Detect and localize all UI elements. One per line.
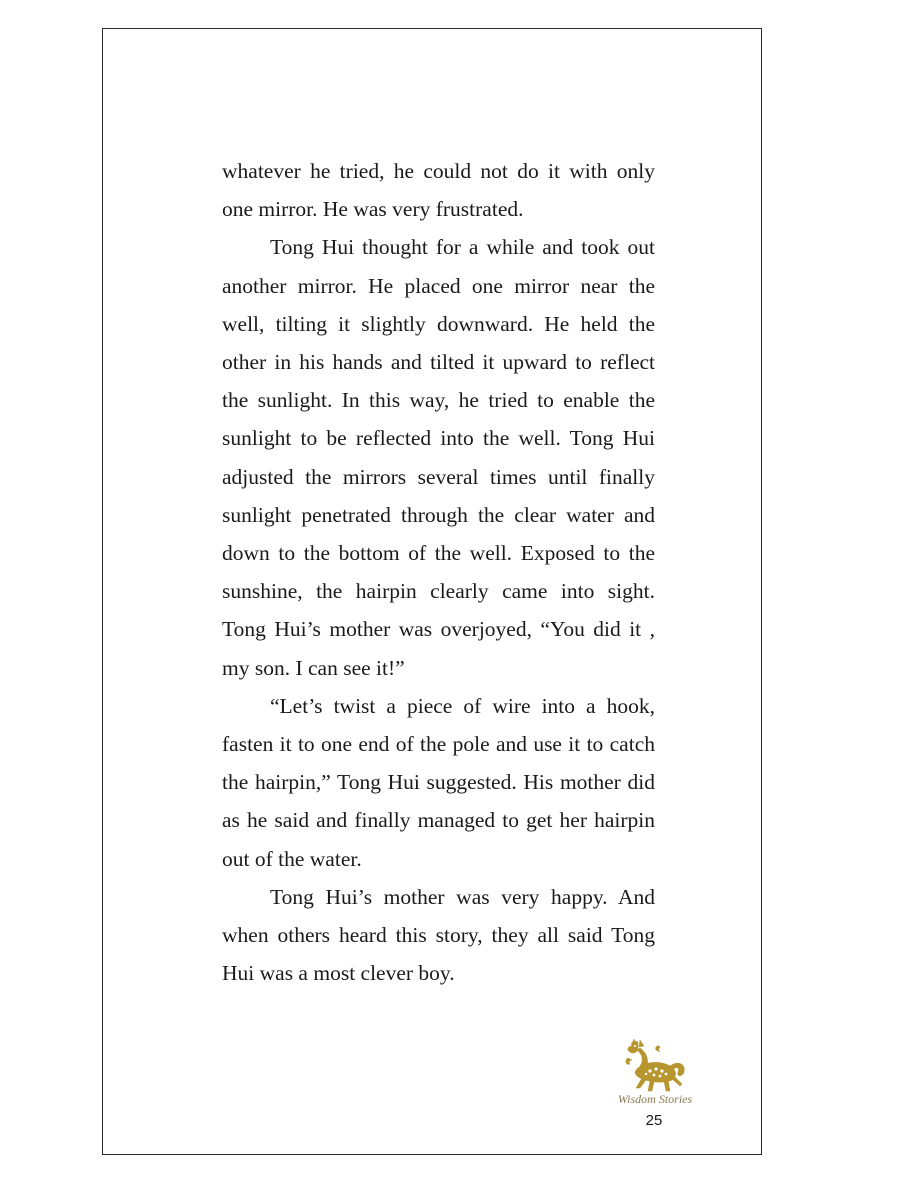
body-text xyxy=(222,152,655,992)
page-number: 25 xyxy=(645,1112,663,1129)
series-logo xyxy=(612,1038,698,1110)
dragon-emblem-icon xyxy=(620,1038,690,1092)
paragraph: Tong Hui’s mother was very happy. And when others heard this story, they all said Tong Hui was a most clever boy. xyxy=(222,884,655,986)
logo-caption: Wisdom Stories xyxy=(617,1092,693,1106)
paragraph: whatever he tried, he could not do it with only one mirror. He was very frustrated. xyxy=(222,159,655,222)
paragraph: Tong Hui thought for a while and took out another mirror. He placed one mirror near the well, tilting it slightly downward. He held the other in his hands and tilted it upward to reflect the sunlight. In this way, he tried to enable the sunlight to be reflected into the well. Tong Hui adjusted the mirrors several times until finally sunlight penetrated through the clear water and down to the bottom of the well. Exposed to the sunshine, the hairpin clearly came into sight. Tong Hui’s mother was overjoyed, “You did it , my son. I can see it!” xyxy=(222,235,655,680)
paragraph: “Let’s twist a piece of wire into a hook, fasten it to one end of the pole and use it to catch the hairpin,” Tong Hui suggested. His mother did as he said and finally managed to get her hairpin out of the water. xyxy=(222,693,655,871)
